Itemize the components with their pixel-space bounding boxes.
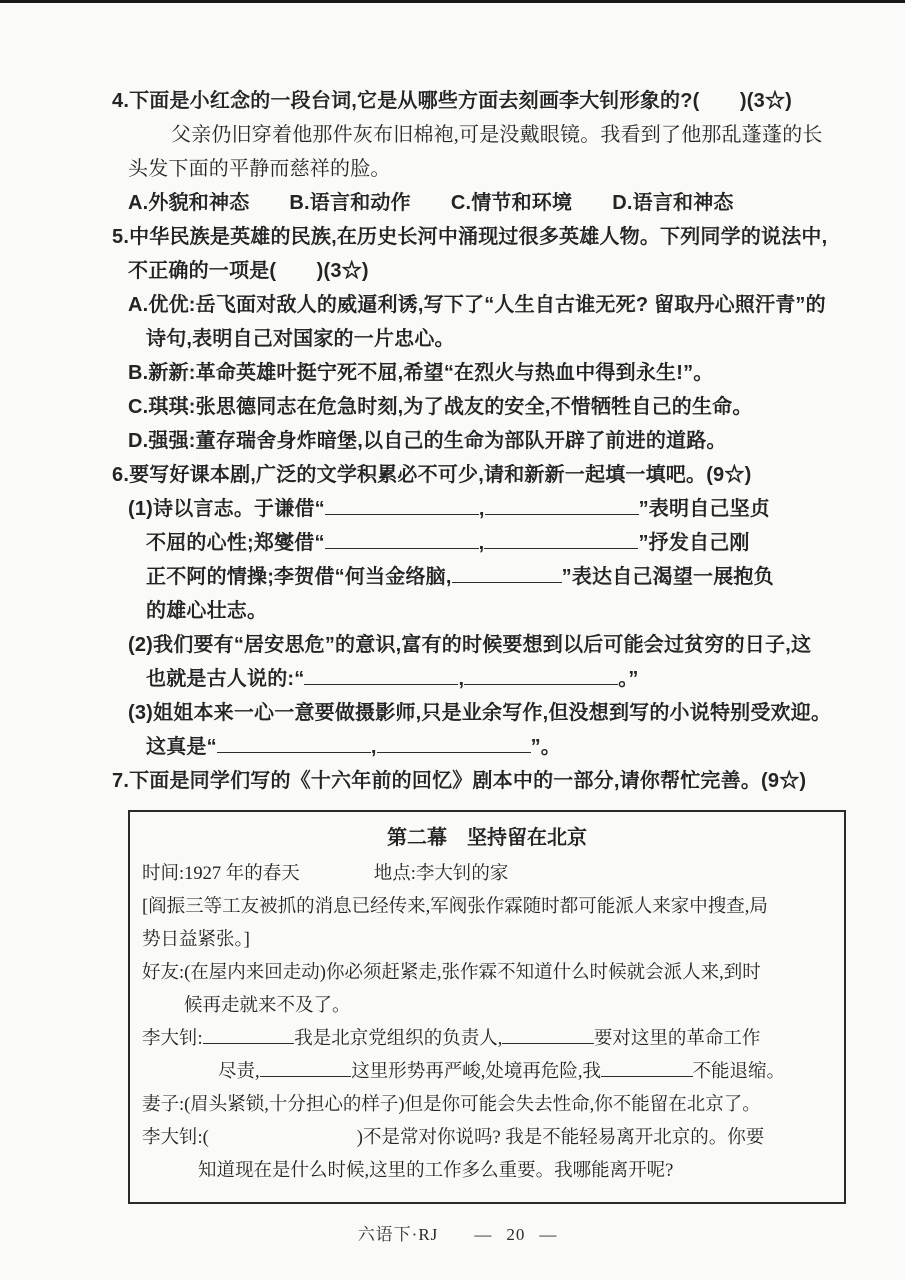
fill-in-blank (601, 1060, 693, 1077)
fill-in-blank (502, 1027, 594, 1044)
script-stage-direction-line-2: 势日益紧张。] (142, 930, 250, 950)
question-6-part-3-line-2: 这真是“ , ”。 (146, 736, 561, 758)
question-6-part-2-line-2: 也就是古人说的:“ , 。” (146, 668, 639, 690)
footer-dash-right: — (539, 1225, 558, 1244)
question-6-part-3-line-1: (3)姐姐本来一心一意要做摄影师,只是业余写作,但没想到写的小说特别受欢迎。 (128, 702, 832, 724)
question-5-option-d: D.强强:董存瑞舍身炸暗堡,以自己的生命为部队开辟了前进的道路。 (128, 430, 727, 452)
question-7-stem: 7.下面是同学们写的《十六年前的回忆》剧本中的一部分,请你帮忙完善。(9☆) (112, 770, 807, 792)
question-6-part-1-line-2: 不屈的心性;郑燮借“ , ”抒发自己刚 (146, 532, 750, 554)
question-4-option-d: D.语言和神态 (612, 192, 734, 214)
question-5-option-b: B.新新:革命英雄叶挺宁死不屈,希望“在烈火与热血中得到永生!”。 (128, 362, 714, 384)
question-5-option-a-line-1: A.优优:岳飞面对敌人的威逼利诱,写下了“人生自古谁无死? 留取丹心照汗青”的 (128, 294, 826, 316)
question-4-options (112, 186, 817, 220)
question-4-option-c: C.情节和环境 (450, 192, 573, 214)
fill-in-blank (377, 735, 531, 753)
scan-top-edge (0, 0, 905, 3)
fill-in-blank (217, 735, 371, 753)
question-7-script-box (128, 810, 846, 1204)
question-6-part-2-line-1: (2)我们要有“居安思危”的意识,富有的时候要想到以后可能会过贫穷的日子,这 (128, 634, 812, 656)
fill-in-blank (260, 1060, 352, 1077)
page-footer (112, 1220, 817, 1245)
footer-dash-left: — (474, 1225, 493, 1244)
question-4-option-b: B.语言和动作 (289, 192, 411, 214)
script-lidazhao-speech-1-line-2: 尽责, 这里形势再严峻,处境再危险,我 不能退缩。 (218, 1062, 786, 1082)
question-5-stem-line-1: 5.中华民族是英雄的民族,在历史长河中涌现过很多英雄人物。下列同学的说法中, (112, 226, 828, 248)
fill-in-blank (304, 667, 458, 685)
question-4-option-a: A.外貌和神态 (128, 192, 250, 214)
question-4-passage-line-2: 头发下面的平静而慈祥的脸。 (128, 158, 391, 180)
question-5-stem-line-2: 不正确的一项是( )(3☆) (128, 260, 369, 282)
script-lidazhao-speech-2-line-1: 李大钊:( )不是常对你说吗? 我是不能轻易离开北京的。你要 (142, 1128, 765, 1148)
question-5-option-c: C.琪琪:张思德同志在危急时刻,为了战友的安全,不惜牺牲自己的生命。 (128, 396, 753, 418)
fill-in-blank (325, 531, 479, 549)
script-wife-line: 妻子:(眉头紧锁,十分担心的样子)但是你可能会失去性命,你不能留在北京了。 (142, 1095, 761, 1115)
script-friend-line-2: 候再走就来不及了。 (184, 996, 351, 1016)
fill-in-blank (325, 497, 479, 515)
fill-in-blank (485, 497, 639, 515)
question-6-part-1-line-1: (1)诗以言志。于谦借“ , ”表明自己坚贞 (128, 498, 771, 520)
script-lidazhao-speech-1-line-1: 李大钊: 我是北京党组织的负责人, 要对这里的革命工作 (142, 1029, 761, 1049)
footer-page-number: 20 (506, 1225, 526, 1244)
fill-in-blank (484, 531, 638, 549)
script-act-title: 第二幕 坚持留在北京 (387, 827, 587, 849)
script-friend-line-1: 好友:(在屋内来回走动)你必须赶紧走,张作霖不知道什么时候就会派人来,到时 (142, 963, 761, 983)
question-4-stem: 4.下面是小红念的一段台词,它是从哪些方面去刻画李大钊形象的?( )(3☆) (112, 90, 793, 112)
question-6-part-1-line-4: 的雄心壮志。 (146, 600, 268, 622)
fill-in-blank (203, 1027, 295, 1044)
question-5-option-a-line-2: 诗句,表明自己对国家的一片忠心。 (146, 328, 455, 350)
fill-in-blank (464, 667, 618, 685)
script-lidazhao-speech-2-line-2: 知道现在是什么时候,这里的工作多么重要。我哪能离开呢? (198, 1161, 674, 1181)
question-6-part-1-line-3: 正不阿的情操;李贺借“何当金络脑, ”表达自己渴望一展抱负 (146, 566, 774, 588)
script-time-place: 时间:1927 年的春天 地点:李大钊的家 (142, 864, 509, 884)
question-6-stem: 6.要写好课本剧,广泛的文学积累必不可少,请和新新一起填一填吧。(9☆) (112, 464, 752, 486)
footer-book-label: 六语下·RJ (357, 1225, 439, 1244)
question-4-passage-line-1: 父亲仍旧穿着他那件灰布旧棉袍,可是没戴眼镜。我看到了他那乱蓬蓬的长 (171, 124, 823, 146)
fill-in-blank (452, 565, 562, 583)
script-stage-direction-line-1: [阎振三等工友被抓的消息已经传来,军阀张作霖随时都可能派人来家中搜查,局 (142, 897, 768, 917)
